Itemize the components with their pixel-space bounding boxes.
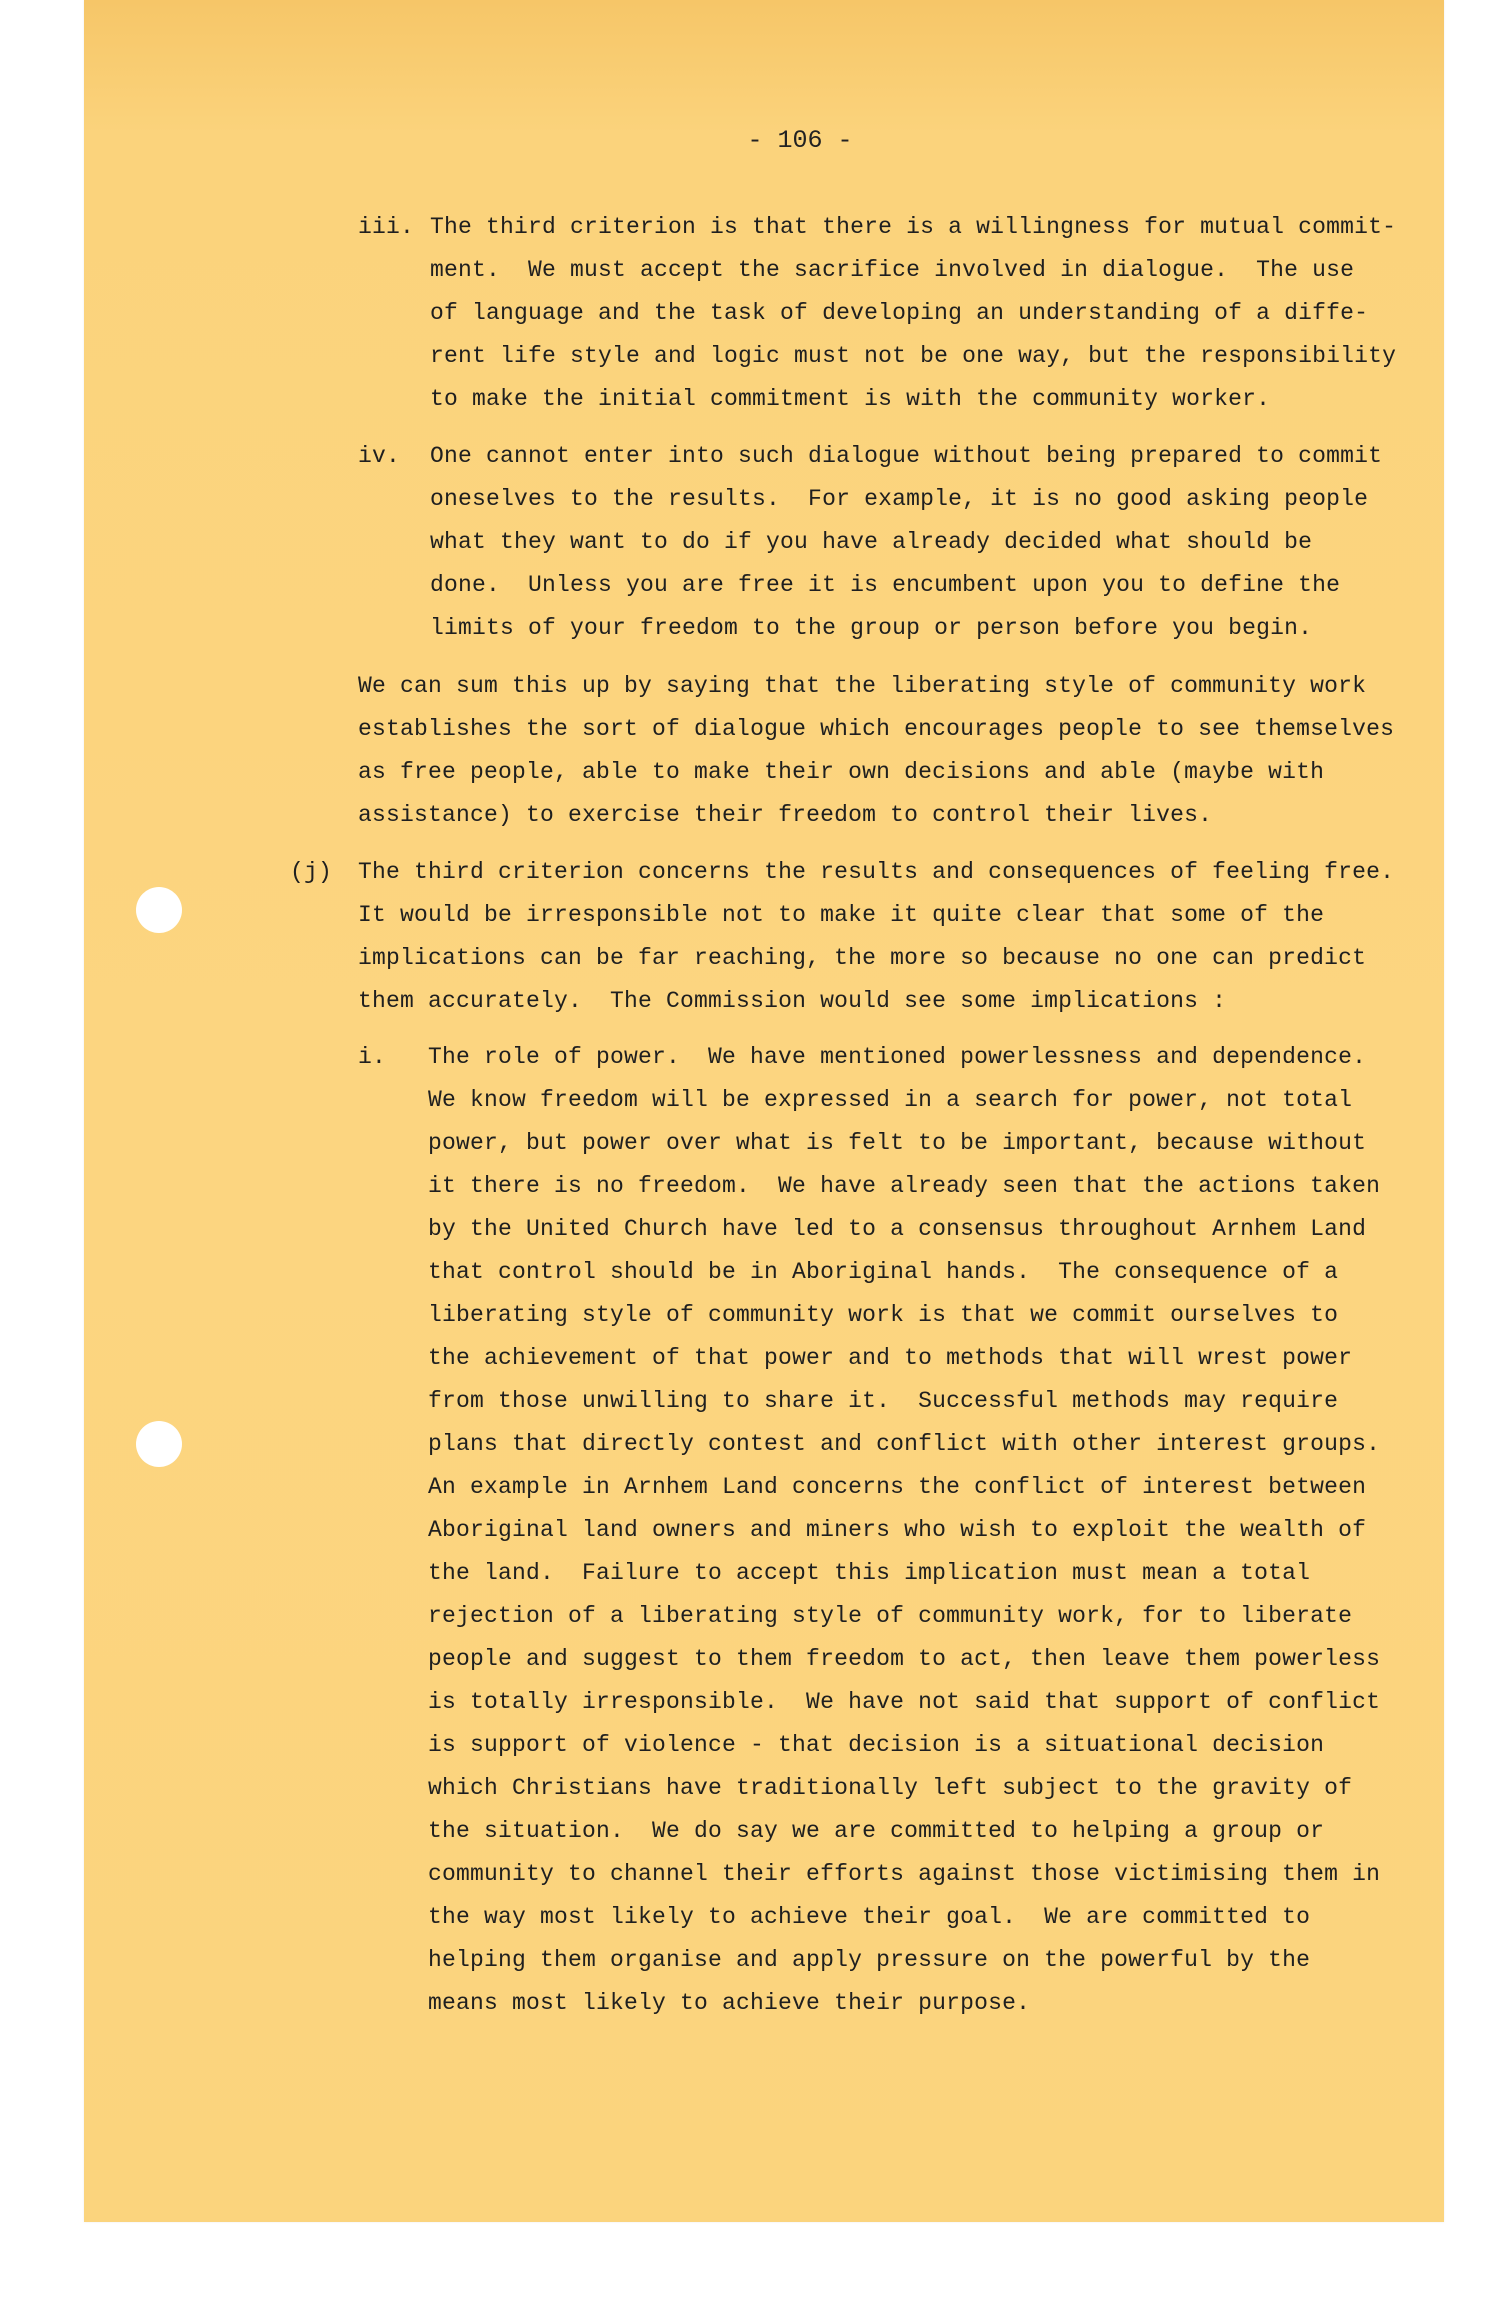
text-line: them accurately. The Commission would see some implications : <box>358 988 1227 1014</box>
text-line: by the United Church have led to a consensus throughout Arnhem Land <box>428 1216 1367 1242</box>
text-line: as free people, able to make their own decisions and able (maybe with <box>358 759 1325 785</box>
text-line: plans that directly contest and conflict with other interest groups. <box>428 1431 1381 1457</box>
list-marker: iii. <box>358 214 415 240</box>
text-line: what they want to do if you have already decided what should be <box>430 529 1313 555</box>
text-line: the achievement of that power and to methods that will wrest power <box>428 1345 1353 1371</box>
text-line: It would be irresponsible not to make it quite clear that some of the <box>358 902 1325 928</box>
text-line: the way most likely to achieve their goal. We are committed to <box>428 1904 1311 1930</box>
text-line: it there is no freedom. We have already seen that the actions taken <box>428 1173 1381 1199</box>
punch-hole-top <box>136 887 182 933</box>
text-line: One cannot enter into such dialogue without being prepared to commit <box>430 443 1383 469</box>
text-line: The third criterion is that there is a willingness for mutual commit- <box>430 214 1397 240</box>
text-line: of language and the task of developing an understanding of a diffe- <box>430 300 1369 326</box>
list-marker: iv. <box>358 443 401 469</box>
text-line: people and suggest to them freedom to act, then leave them powerless <box>428 1646 1381 1672</box>
punch-hole-bottom <box>136 1421 182 1467</box>
text-line: done. Unless you are free it is encumbent upon you to define the <box>430 572 1341 598</box>
text-line: limits of your freedom to the group or person before you begin. <box>430 615 1313 641</box>
text-line: from those unwilling to share it. Successful methods may require <box>428 1388 1339 1414</box>
text-line: rejection of a liberating style of community work, for to liberate <box>428 1603 1353 1629</box>
text-line: We know freedom will be expressed in a search for power, not total <box>428 1087 1353 1113</box>
text-line: rent life style and logic must not be one way, but the responsibility <box>430 343 1397 369</box>
section-text <box>358 851 1408 1023</box>
list-item-text <box>430 435 1410 650</box>
text-line: liberating style of community work is that we commit ourselves to <box>428 1302 1339 1328</box>
text-line: community to channel their efforts against those victimising them in <box>428 1861 1381 1887</box>
text-line: is totally irresponsible. We have not said that support of conflict <box>428 1689 1381 1715</box>
text-line: The third criterion concerns the results and consequences of feeling free. <box>358 859 1395 885</box>
list-item-text <box>428 1036 1418 2025</box>
text-line: implications can be far reaching, the more so because no one can predict <box>358 945 1367 971</box>
text-line: oneselves to the results. For example, it is no good asking people <box>430 486 1369 512</box>
text-line: ment. We must accept the sacrifice involved in dialogue. The use <box>430 257 1355 283</box>
list-marker: i. <box>358 1044 387 1070</box>
text-line: the situation. We do say we are committed to helping a group or <box>428 1818 1325 1844</box>
list-item-text <box>430 206 1410 421</box>
text-line: We can sum this up by saying that the liberating style of community work <box>358 673 1367 699</box>
text-line: is support of violence - that decision is a situational decision <box>428 1732 1325 1758</box>
text-line: that control should be in Aboriginal hands. The consequence of a <box>428 1259 1339 1285</box>
text-line: to make the initial commitment is with the community worker. <box>430 386 1271 412</box>
text-line: Aboriginal land owners and miners who wish to exploit the wealth of <box>428 1517 1367 1543</box>
text-line: means most likely to achieve their purpose. <box>428 1990 1031 2016</box>
page-number: - 106 - <box>747 126 853 155</box>
text-line: An example in Arnhem Land concerns the conflict of interest between <box>428 1474 1367 1500</box>
text-line: the land. Failure to accept this implication must mean a total <box>428 1560 1311 1586</box>
section-marker: (j) <box>290 859 333 885</box>
text-line: power, but power over what is felt to be important, because without <box>428 1130 1367 1156</box>
text-line: assistance) to exercise their freedom to control their lives. <box>358 802 1213 828</box>
text-line: which Christians have traditionally left subject to the gravity of <box>428 1775 1353 1801</box>
paragraph-text <box>358 665 1408 837</box>
text-line: helping them organise and apply pressure on the powerful by the <box>428 1947 1311 1973</box>
text-line: The role of power. We have mentioned powerlessness and dependence. <box>428 1044 1367 1070</box>
text-line: establishes the sort of dialogue which encourages people to see themselves <box>358 716 1395 742</box>
